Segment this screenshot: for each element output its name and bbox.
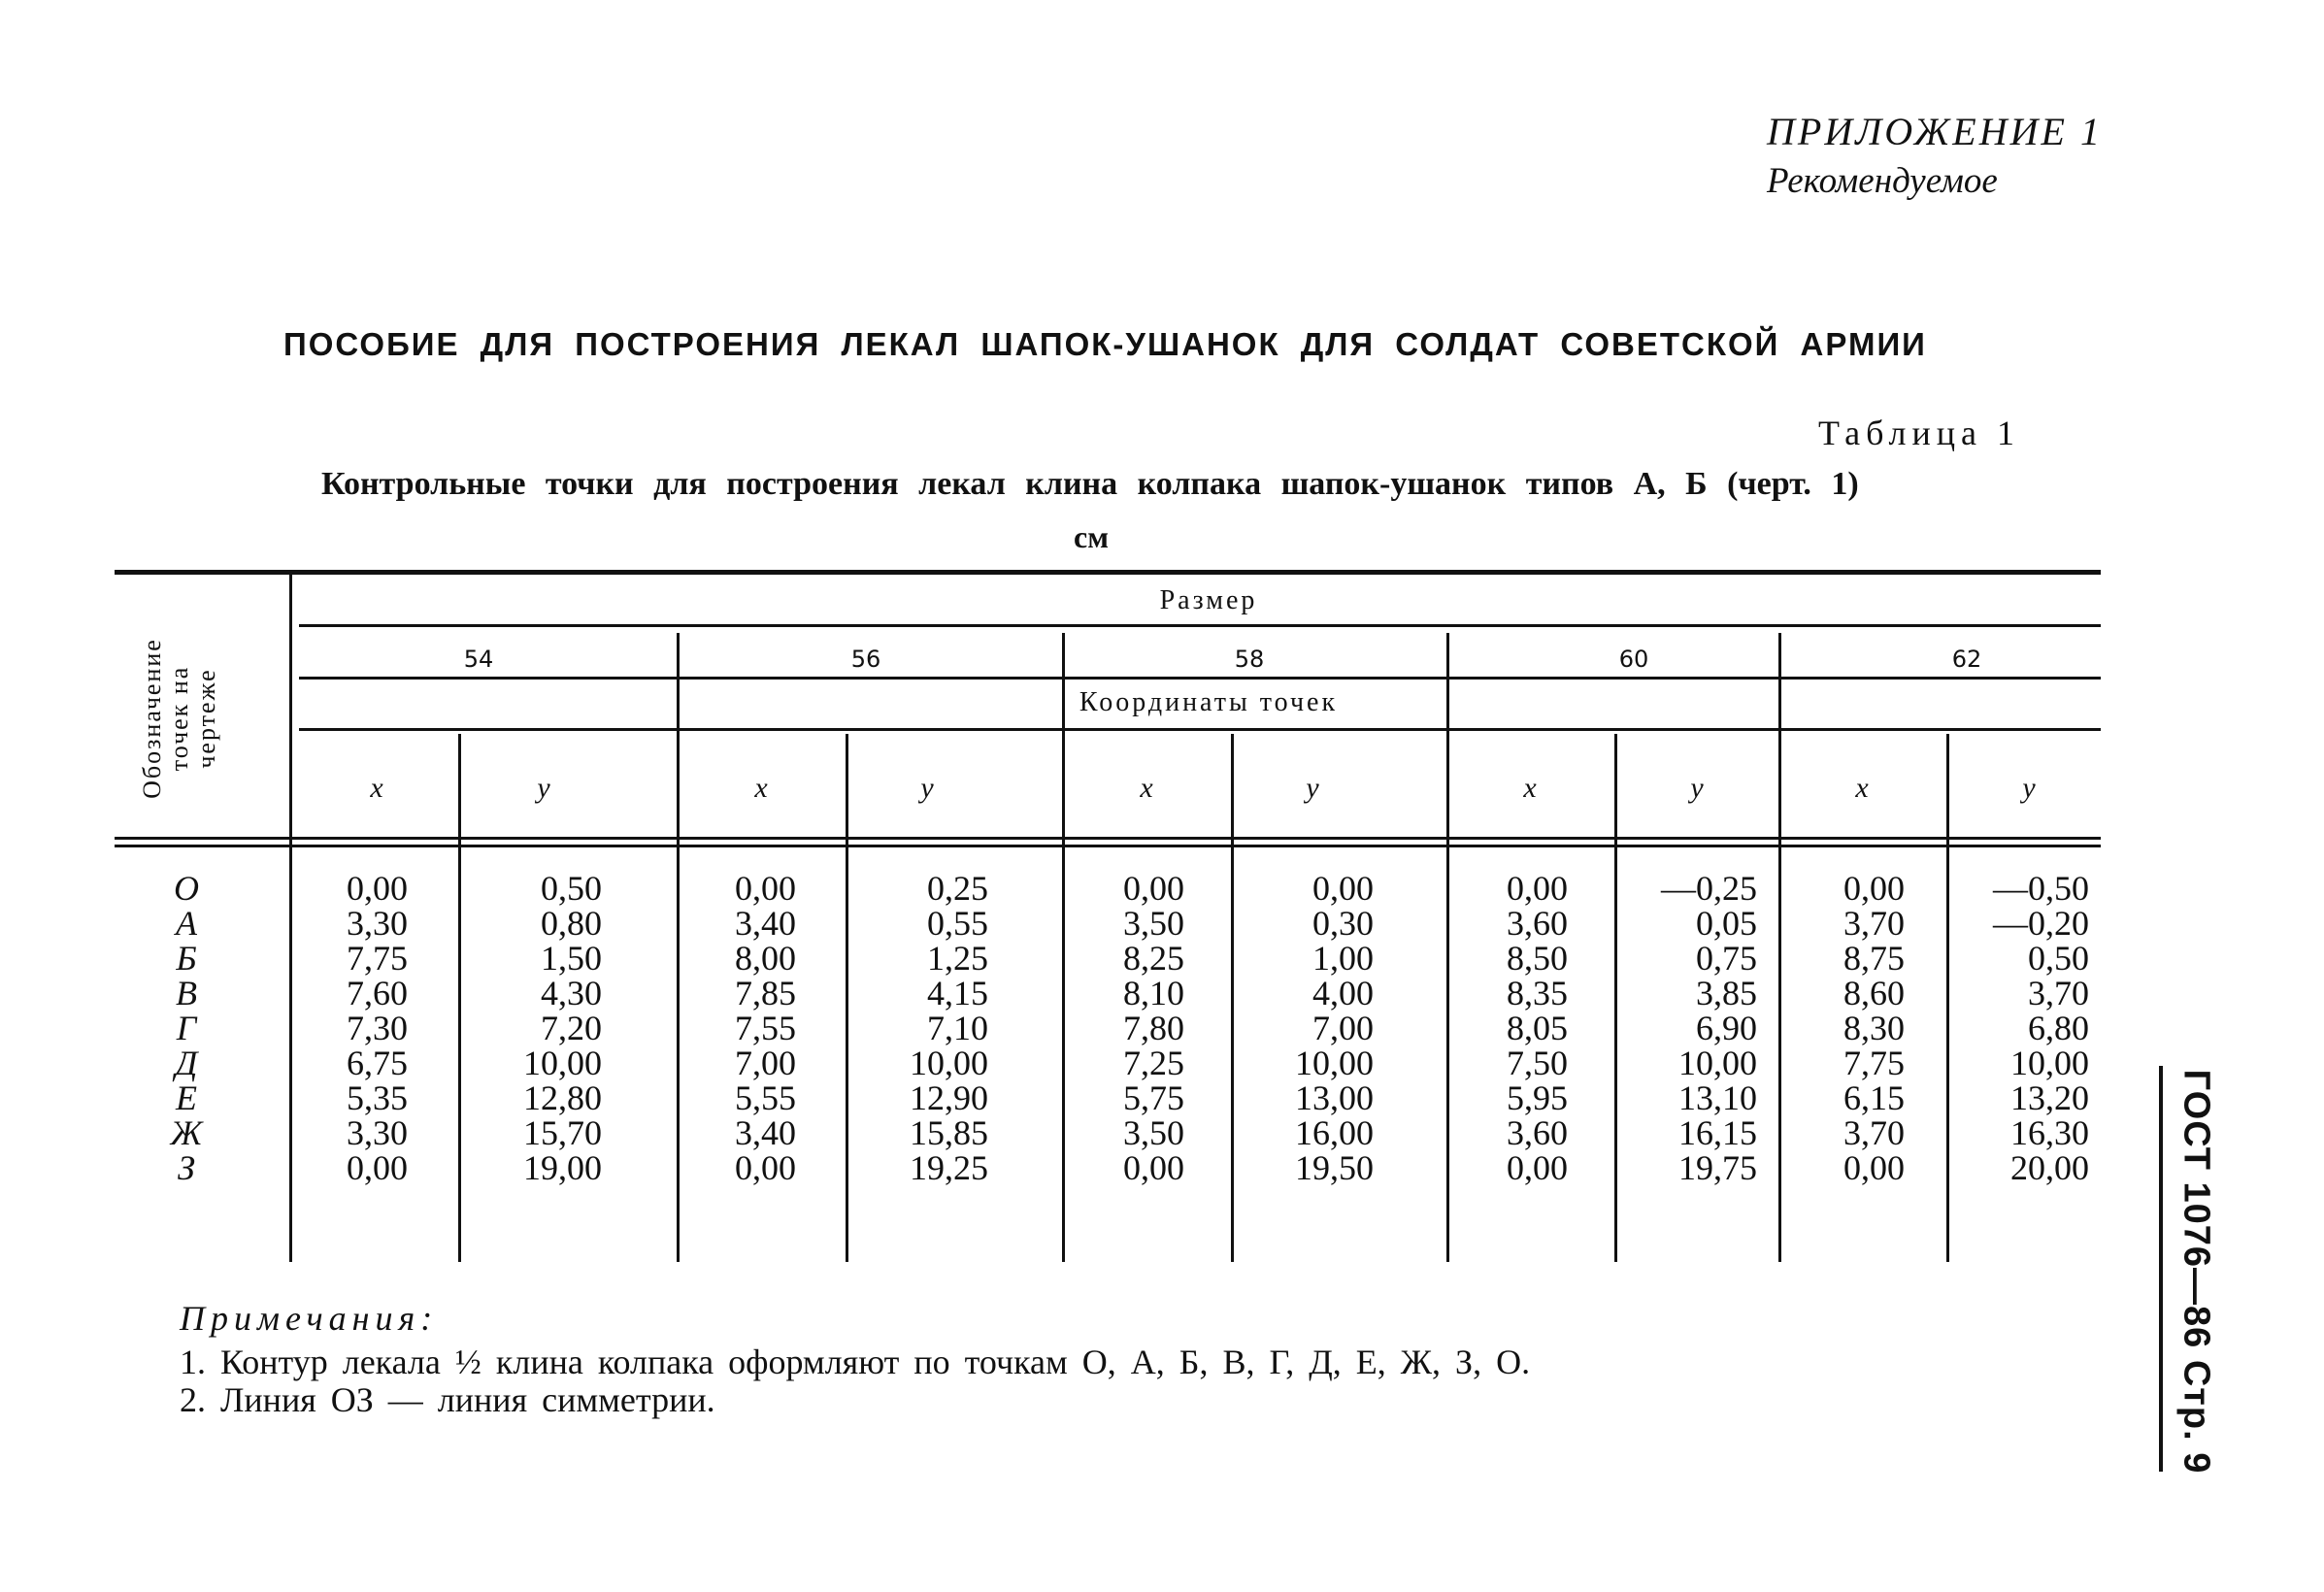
table-cell: 3,60 [1507, 1113, 1568, 1152]
table-cell: 0,25 [927, 869, 988, 908]
col-54-x [311, 871, 408, 1185]
table-cell: 0,55 [927, 904, 988, 943]
table-cell: 6,15 [1843, 1078, 1905, 1117]
table-cell: 16,30 [2010, 1113, 2089, 1152]
table-cell: 1,25 [927, 939, 988, 978]
table-cell: 10,00 [1678, 1044, 1757, 1082]
table-cell: 5,35 [347, 1078, 408, 1117]
table-cell: 7,85 [735, 974, 796, 1012]
main-title: ПОСОБИЕ ДЛЯ ПОСТРОЕНИЯ ЛЕКАЛ ШАПОК-УШАНОК ДЛЯ СОЛДАТ СОВЕТСКОЙ АРМИИ [283, 326, 1927, 362]
table-cell: 16,00 [1295, 1113, 1374, 1152]
size-divider-58 [1062, 633, 1065, 1262]
size-62: 62 [1951, 646, 1982, 673]
axis-y-54: y [537, 772, 550, 804]
table-cell: 15,70 [523, 1113, 602, 1152]
table-cell: 12,90 [910, 1078, 988, 1117]
table-cell: 7,30 [347, 1009, 408, 1047]
table-cell: 0,75 [1696, 939, 1757, 978]
axis-x-56: x [754, 772, 768, 804]
xy-divider-56 [846, 734, 848, 1262]
table-cell: 0,00 [347, 869, 408, 908]
table-cell: 13,10 [1678, 1078, 1757, 1117]
table-cell: 1,00 [1312, 939, 1374, 978]
table-cell: —0,50 [1993, 869, 2089, 908]
table-cell: 7,50 [1507, 1044, 1568, 1082]
table-cell: 7,75 [347, 939, 408, 978]
table-cell: 0,50 [2028, 939, 2089, 978]
table-cell: 0,00 [347, 1148, 408, 1187]
table-caption: Контрольные точки для построения лекал клина колпака шапок-ушанок типов А, Б (черт. 1) [321, 466, 1859, 502]
table-cell: 3,70 [1843, 1113, 1905, 1152]
table-cell: 8,00 [735, 939, 796, 978]
axis-x-60: x [1523, 772, 1537, 804]
note-1: 1. Контур лекала ½ клина колпака оформляют по точкам О, А, Б, В, Г, Д, Е, Ж, З, О. [180, 1343, 1531, 1381]
table-cell: 6,80 [2028, 1009, 2089, 1047]
table-cell: 3,70 [2028, 974, 2089, 1012]
header-bottom-rule-1 [115, 837, 2101, 840]
size-58: 58 [1234, 646, 1265, 673]
table-cell: 0,80 [541, 904, 602, 943]
row-label: Г [176, 1009, 197, 1047]
xy-divider-58 [1231, 734, 1234, 1262]
xy-divider-62 [1946, 734, 1949, 1262]
table-cell: 3,30 [347, 1113, 408, 1152]
table-cell: 7,10 [927, 1009, 988, 1047]
size-60: 60 [1618, 646, 1649, 673]
table-cell: 7,00 [735, 1044, 796, 1082]
table-cell: 3,85 [1696, 974, 1757, 1012]
note-2: 2. Линия ОЗ — линия симметрии. [180, 1380, 715, 1419]
side-stamp-bar [2159, 1066, 2163, 1472]
table-cell: 3,30 [347, 904, 408, 943]
axis-y-56: y [920, 772, 934, 804]
table-cell: 8,05 [1507, 1009, 1568, 1047]
col-62-x [1798, 871, 1905, 1185]
axis-x-62: x [1855, 772, 1869, 804]
row-label: О [174, 869, 199, 908]
table-cell: 0,00 [1507, 1148, 1568, 1187]
size-divider-60 [1446, 633, 1449, 1262]
table-cell: 4,15 [927, 974, 988, 1012]
axis-y-58: y [1306, 772, 1319, 804]
axis-y-60: y [1690, 772, 1704, 804]
table-cell: 4,30 [541, 974, 602, 1012]
table-cell: 0,00 [1507, 869, 1568, 908]
table-cell: 7,60 [347, 974, 408, 1012]
col-56-y [862, 871, 988, 1185]
appendix-subtitle: Рекомендуемое [1767, 161, 1998, 201]
col-60-x [1466, 871, 1568, 1185]
table-cell: 19,00 [523, 1148, 602, 1187]
size-header: Размер [1159, 585, 1258, 615]
col-58-x [1082, 871, 1184, 1185]
table-cell: 20,00 [2010, 1148, 2089, 1187]
table-cell: 0,00 [735, 869, 796, 908]
table-cell: 5,75 [1123, 1078, 1184, 1117]
table-number: Таблица 1 [1818, 414, 2020, 452]
axis-x-58: x [1140, 772, 1153, 804]
row-label: Б [176, 939, 197, 978]
table-cell: 13,20 [2010, 1078, 2089, 1117]
col-54-y [476, 871, 602, 1185]
table-cell: 7,80 [1123, 1009, 1184, 1047]
table-cell: 1,50 [541, 939, 602, 978]
table-cell: 19,50 [1295, 1148, 1374, 1187]
table-cell: 19,75 [1678, 1148, 1757, 1187]
table-cell: 3,50 [1123, 904, 1184, 943]
table-cell: 19,25 [910, 1148, 988, 1187]
table-cell: 15,85 [910, 1113, 988, 1152]
appendix-title: ПРИЛОЖЕНИЕ 1 [1767, 110, 2103, 153]
row-label: Д [175, 1044, 198, 1082]
table-cell: 0,00 [1123, 869, 1184, 908]
table-top-rule [115, 570, 2101, 575]
xy-divider-54 [458, 734, 461, 1262]
col-60-y [1631, 871, 1757, 1185]
table-cell: 12,80 [523, 1078, 602, 1117]
row-labels [167, 871, 206, 1185]
row-header-divider [289, 575, 292, 1262]
row-label: В [176, 974, 197, 1012]
table-cell: 7,75 [1843, 1044, 1905, 1082]
table-cell: 10,00 [910, 1044, 988, 1082]
col-58-y [1247, 871, 1374, 1185]
table-cell: 5,95 [1507, 1078, 1568, 1117]
table-cell: 0,50 [541, 869, 602, 908]
axis-y-62: y [2022, 772, 2036, 804]
table-cell: 3,40 [735, 904, 796, 943]
size-56: 56 [850, 646, 881, 673]
table-cell: 0,00 [1843, 1148, 1905, 1187]
axis-x-54: x [370, 772, 383, 804]
size-54: 54 [463, 646, 494, 673]
table-cell: 10,00 [2010, 1044, 2089, 1082]
xy-divider-60 [1614, 734, 1617, 1262]
table-cell: —0,20 [1993, 904, 2089, 943]
header-bottom-rule-2 [115, 845, 2101, 847]
table-cell: 7,55 [735, 1009, 796, 1047]
table-cell: 3,50 [1123, 1113, 1184, 1152]
size-divider-62 [1778, 633, 1781, 1262]
table-cell: 0,00 [1843, 869, 1905, 908]
row-label: Ж [170, 1113, 203, 1152]
size-numbers-rule [299, 677, 2101, 680]
table-cell: 8,60 [1843, 974, 1905, 1012]
table-cell: —0,25 [1661, 869, 1757, 908]
table-cell: 0,00 [1123, 1148, 1184, 1187]
table-cell: 10,00 [1295, 1044, 1374, 1082]
table-cell: 8,25 [1123, 939, 1184, 978]
coords-header-rule [299, 728, 2101, 731]
table-cell: 10,00 [523, 1044, 602, 1082]
table-cell: 8,35 [1507, 974, 1568, 1012]
col-56-x [699, 871, 796, 1185]
table-cell: 6,90 [1696, 1009, 1757, 1047]
row-label: А [176, 904, 197, 943]
col-62-y [1961, 871, 2089, 1185]
size-header-rule [299, 624, 2101, 627]
table-cell: 6,75 [347, 1044, 408, 1082]
table-cell: 3,60 [1507, 904, 1568, 943]
table-cell: 7,00 [1312, 1009, 1374, 1047]
table-cell: 0,00 [735, 1148, 796, 1187]
side-stamp: ГОСТ 1076—86 Стр. 9 [2175, 1069, 2217, 1475]
table-cell: 16,15 [1678, 1113, 1757, 1152]
table-cell: 4,00 [1312, 974, 1374, 1012]
size-divider-56 [677, 633, 680, 1262]
table-cell: 8,75 [1843, 939, 1905, 978]
table-cell: 5,55 [735, 1078, 796, 1117]
table-cell: 7,20 [541, 1009, 602, 1047]
coords-header: Координаты точек [1079, 687, 1339, 717]
table-cell: 8,30 [1843, 1009, 1905, 1047]
row-label: Е [176, 1078, 197, 1117]
notes-title: Примечания: [180, 1299, 439, 1338]
table-cell: 0,30 [1312, 904, 1374, 943]
table-cell: 3,70 [1843, 904, 1905, 943]
table-cell: 13,00 [1295, 1078, 1374, 1117]
row-designation-header: Обозначение точек на чертеже [138, 638, 220, 799]
table-cell: 8,10 [1123, 974, 1184, 1012]
table-cell: 0,00 [1312, 869, 1374, 908]
table-cell: 8,50 [1507, 939, 1568, 978]
table-units: см [1074, 519, 1109, 554]
table-cell: 0,05 [1696, 904, 1757, 943]
table-cell: 7,25 [1123, 1044, 1184, 1082]
row-label: З [178, 1148, 195, 1187]
table-cell: 3,40 [735, 1113, 796, 1152]
